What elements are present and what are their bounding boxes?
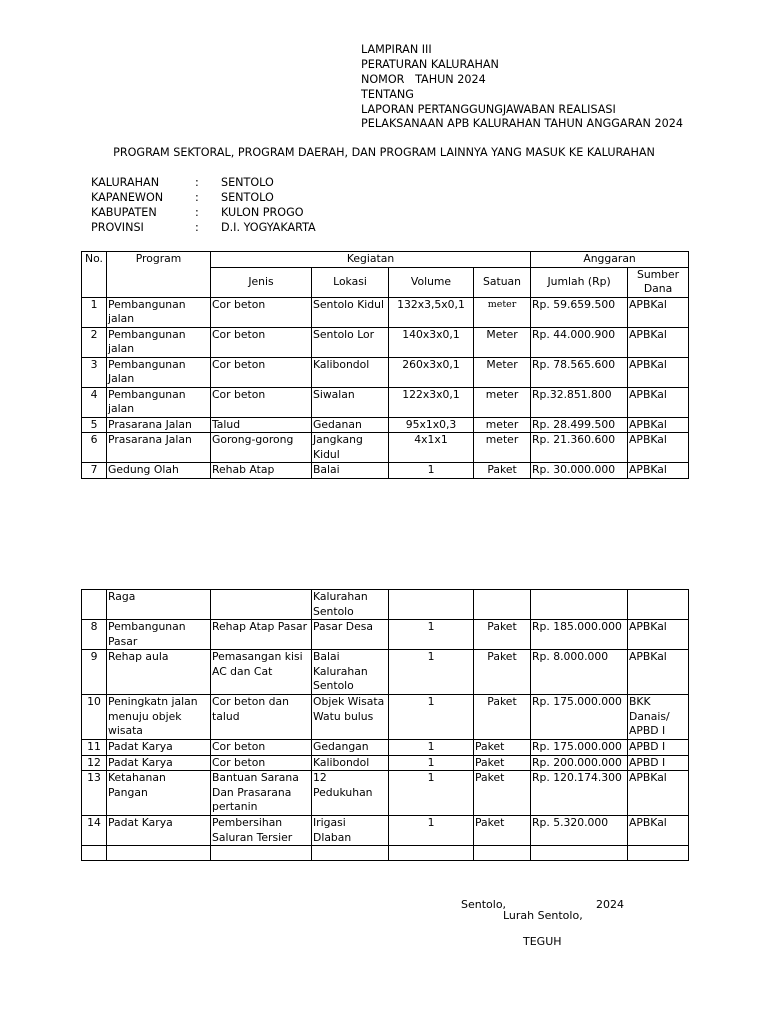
cell-jenis: Rehab Atap [211,463,312,479]
cell-satuan: meter [474,387,531,417]
cell-no: 2 [82,327,107,357]
col-header-satuan: Satuan [474,267,531,297]
cell-volume [389,846,474,861]
cell-jenis: Cor beton dan talud [211,695,312,740]
identity-colon: : [195,176,199,189]
table-row [82,846,689,861]
cell-program: Raga [107,590,211,620]
cell-jenis: Pemasangan kisi AC dan Cat [211,650,312,695]
table-row [82,433,689,463]
cell-program: Padat Karya [107,816,211,846]
table-row [82,755,689,771]
cell-satuan: Paket [474,695,531,740]
cell-satuan: Paket [474,755,531,771]
cell-sumber: APBKal [628,816,689,846]
cell-jumlah: Rp. 78.565.600 [531,357,628,387]
table-row [82,297,689,327]
cell-sumber: APBKal [628,620,689,650]
signature-name: TEGUH [523,935,562,948]
cell-satuan: Meter [474,327,531,357]
cell-jenis: Cor beton [211,297,312,327]
cell-no: 7 [82,463,107,479]
cell-no: 9 [82,650,107,695]
cell-volume: 1 [389,816,474,846]
header-line: NOMOR TAHUN 2024 [361,73,486,86]
table-row [82,463,689,479]
cell-jumlah: Rp. 44.000.900 [531,327,628,357]
cell-jumlah: Rp. 5.320.000 [531,816,628,846]
cell-no: 10 [82,695,107,740]
col-header-jenis: Jenis [211,267,312,297]
cell-sumber: APBKal [628,357,689,387]
cell-lokasi: Objek Wisata Watu bulus [312,695,389,740]
cell-volume: 1 [389,620,474,650]
cell-program: Pembangunan jalan [107,387,211,417]
cell-jenis: Pembersihan Saluran Tersier [211,816,312,846]
cell-volume: 1 [389,740,474,756]
cell-no: 14 [82,816,107,846]
cell-lokasi: Sentolo Lor [312,327,389,357]
cell-satuan [474,846,531,861]
identity-colon: : [195,206,199,219]
cell-sumber: APBKal [628,297,689,327]
cell-jumlah: Rp. 175.000.000 [531,740,628,756]
cell-satuan: Paket [474,771,531,816]
identity-label: KAPANEWON [91,191,164,204]
cell-jumlah: Rp.32.851.800 [531,387,628,417]
program-title: PROGRAM SEKTORAL, PROGRAM DAERAH, DAN PROGRAM LAINNYA YANG MASUK KE KALURAHAN [113,146,655,159]
cell-jumlah: Rp. 200.000.000 [531,755,628,771]
cell-program: Gedung Olah [107,463,211,479]
cell-jumlah [531,846,628,861]
cell-program: Pembangunan jalan [107,297,211,327]
cell-program: Prasarana Jalan [107,417,211,433]
cell-satuan: meter [474,433,531,463]
table-row [82,357,689,387]
table-body-part-2 [82,590,689,861]
cell-sumber: APBKal [628,463,689,479]
table-row [82,590,689,620]
cell-no [82,846,107,861]
cell-sumber: APBKal [628,433,689,463]
col-header-lokasi: Lokasi [312,267,389,297]
cell-volume: 1 [389,755,474,771]
cell-jenis: Gorong-gorong [211,433,312,463]
cell-lokasi: Irigasi Dlaban [312,816,389,846]
identity-label: KABUPATEN [91,206,157,219]
table-row [82,816,689,846]
cell-jumlah [531,590,628,620]
cell-lokasi: Balai [312,463,389,479]
cell-lokasi: Siwalan [312,387,389,417]
table-row [82,695,689,740]
cell-volume: 140x3x0,1 [389,327,474,357]
cell-jumlah: Rp. 59.659.500 [531,297,628,327]
cell-lokasi: Jangkang Kidul [312,433,389,463]
cell-program: Peningkatn jalan menuju objek wisata [107,695,211,740]
cell-jenis: Cor beton [211,357,312,387]
cell-satuan: Paket [474,816,531,846]
identity-colon: : [195,221,199,234]
cell-lokasi [312,846,389,861]
col-header-sumber: Sumber Dana [628,267,689,297]
cell-satuan: meter [474,417,531,433]
program-table-part-1 [81,251,689,479]
cell-lokasi: 12 Pedukuhan [312,771,389,816]
cell-jenis: Rehap Atap Pasar [211,620,312,650]
cell-volume: 95x1x0,3 [389,417,474,433]
cell-volume [389,590,474,620]
cell-sumber: APBKal [628,327,689,357]
cell-lokasi: Kalurahan Sentolo [312,590,389,620]
cell-program [107,846,211,861]
cell-satuan: Paket [474,740,531,756]
col-header-kegiatan: Kegiatan [211,252,531,268]
header-line: LAMPIRAN III [361,43,432,56]
cell-sumber: APBKal [628,771,689,816]
col-header-program: Program [107,252,211,298]
signature-year: 2024 [596,898,624,911]
cell-program: Padat Karya [107,755,211,771]
cell-program: Prasarana Jalan [107,433,211,463]
identity-value: SENTOLO [221,191,274,204]
cell-satuan: Paket [474,463,531,479]
cell-program: Pembangunan Pasar [107,620,211,650]
table-row [82,650,689,695]
col-header-anggaran: Anggaran [531,252,689,268]
cell-jumlah: Rp. 21.360.600 [531,433,628,463]
cell-satuan: Meter [474,357,531,387]
cell-satuan [474,590,531,620]
cell-volume: 132x3,5x0,1 [389,297,474,327]
identity-label: PROVINSI [91,221,144,234]
cell-volume: 4x1x1 [389,433,474,463]
cell-jumlah: Rp. 185.000.000 [531,620,628,650]
cell-program: Ketahanan Pangan [107,771,211,816]
cell-jumlah: Rp. 30.000.000 [531,463,628,479]
header-line: PERATURAN KALURAHAN [361,58,499,71]
table-row [82,740,689,756]
cell-no: 13 [82,771,107,816]
cell-volume: 1 [389,695,474,740]
cell-lokasi: Sentolo Kidul [312,297,389,327]
cell-sumber: APBKal [628,650,689,695]
cell-jenis: Cor beton [211,755,312,771]
identity-value: D.I. YOGYAKARTA [221,221,316,234]
cell-volume: 1 [389,463,474,479]
cell-satuan: Paket [474,620,531,650]
table-row [82,387,689,417]
cell-volume: 122x3x0,1 [389,387,474,417]
cell-program: Pembangunan jalan [107,327,211,357]
cell-no: 3 [82,357,107,387]
cell-volume: 1 [389,650,474,695]
cell-no: 12 [82,755,107,771]
header-line: TENTANG [361,88,414,101]
cell-sumber: APBKal [628,417,689,433]
cell-lokasi: Pasar Desa [312,620,389,650]
cell-sumber: APBD I [628,740,689,756]
cell-lokasi: Balai Kalurahan Sentolo [312,650,389,695]
identity-value: KULON PROGO [221,206,304,219]
cell-satuan: Paket [474,650,531,695]
identity-colon: : [195,191,199,204]
table-body-part-1 [82,297,689,478]
signature-place: Sentolo, [461,898,507,911]
cell-jenis: Cor beton [211,740,312,756]
cell-no: 11 [82,740,107,756]
identity-label: KALURAHAN [91,176,160,189]
cell-lokasi: Gedangan [312,740,389,756]
cell-jumlah: Rp. 175.000.000 [531,695,628,740]
signature-title: Lurah Sentolo, [503,909,583,922]
cell-program: Rehap aula [107,650,211,695]
col-header-no: No. [82,252,107,298]
cell-jumlah: Rp. 28.499.500 [531,417,628,433]
header-line: PELAKSANAAN APB KALURAHAN TAHUN ANGGARAN 2024 [361,117,683,130]
cell-jenis [211,846,312,861]
cell-lokasi: Kalibondol [312,357,389,387]
table-row [82,417,689,433]
cell-jumlah: Rp. 120.174.300 [531,771,628,816]
col-header-volume: Volume [389,267,474,297]
header-line: LAPORAN PERTANGGUNGJAWABAN REALISASI [361,103,616,116]
cell-volume: 260x3x0,1 [389,357,474,387]
cell-sumber: APBKal [628,387,689,417]
table-row [82,620,689,650]
program-table-part-2 [81,589,689,861]
cell-lokasi: Gedanan [312,417,389,433]
cell-program: Padat Karya [107,740,211,756]
cell-satuan: meter [474,297,531,327]
table-row [82,327,689,357]
cell-jenis: Cor beton [211,327,312,357]
cell-jenis: Bantuan Sarana Dan Prasarana pertanin [211,771,312,816]
cell-jumlah: Rp. 8.000.000 [531,650,628,695]
identity-value: SENTOLO [221,176,274,189]
cell-jenis: Talud [211,417,312,433]
table-row [82,771,689,816]
cell-no [82,590,107,620]
cell-jenis: Cor beton [211,387,312,417]
cell-sumber [628,590,689,620]
cell-sumber [628,846,689,861]
cell-no: 4 [82,387,107,417]
col-header-jumlah: Jumlah (Rp) [531,267,628,297]
cell-no: 8 [82,620,107,650]
cell-lokasi: Kalibondol [312,755,389,771]
cell-no: 6 [82,433,107,463]
cell-volume: 1 [389,771,474,816]
cell-no: 5 [82,417,107,433]
cell-sumber: BKK Danais/ APBD I [628,695,689,740]
cell-no: 1 [82,297,107,327]
cell-jenis [211,590,312,620]
cell-program: Pembangunan Jalan [107,357,211,387]
cell-sumber: APBD I [628,755,689,771]
